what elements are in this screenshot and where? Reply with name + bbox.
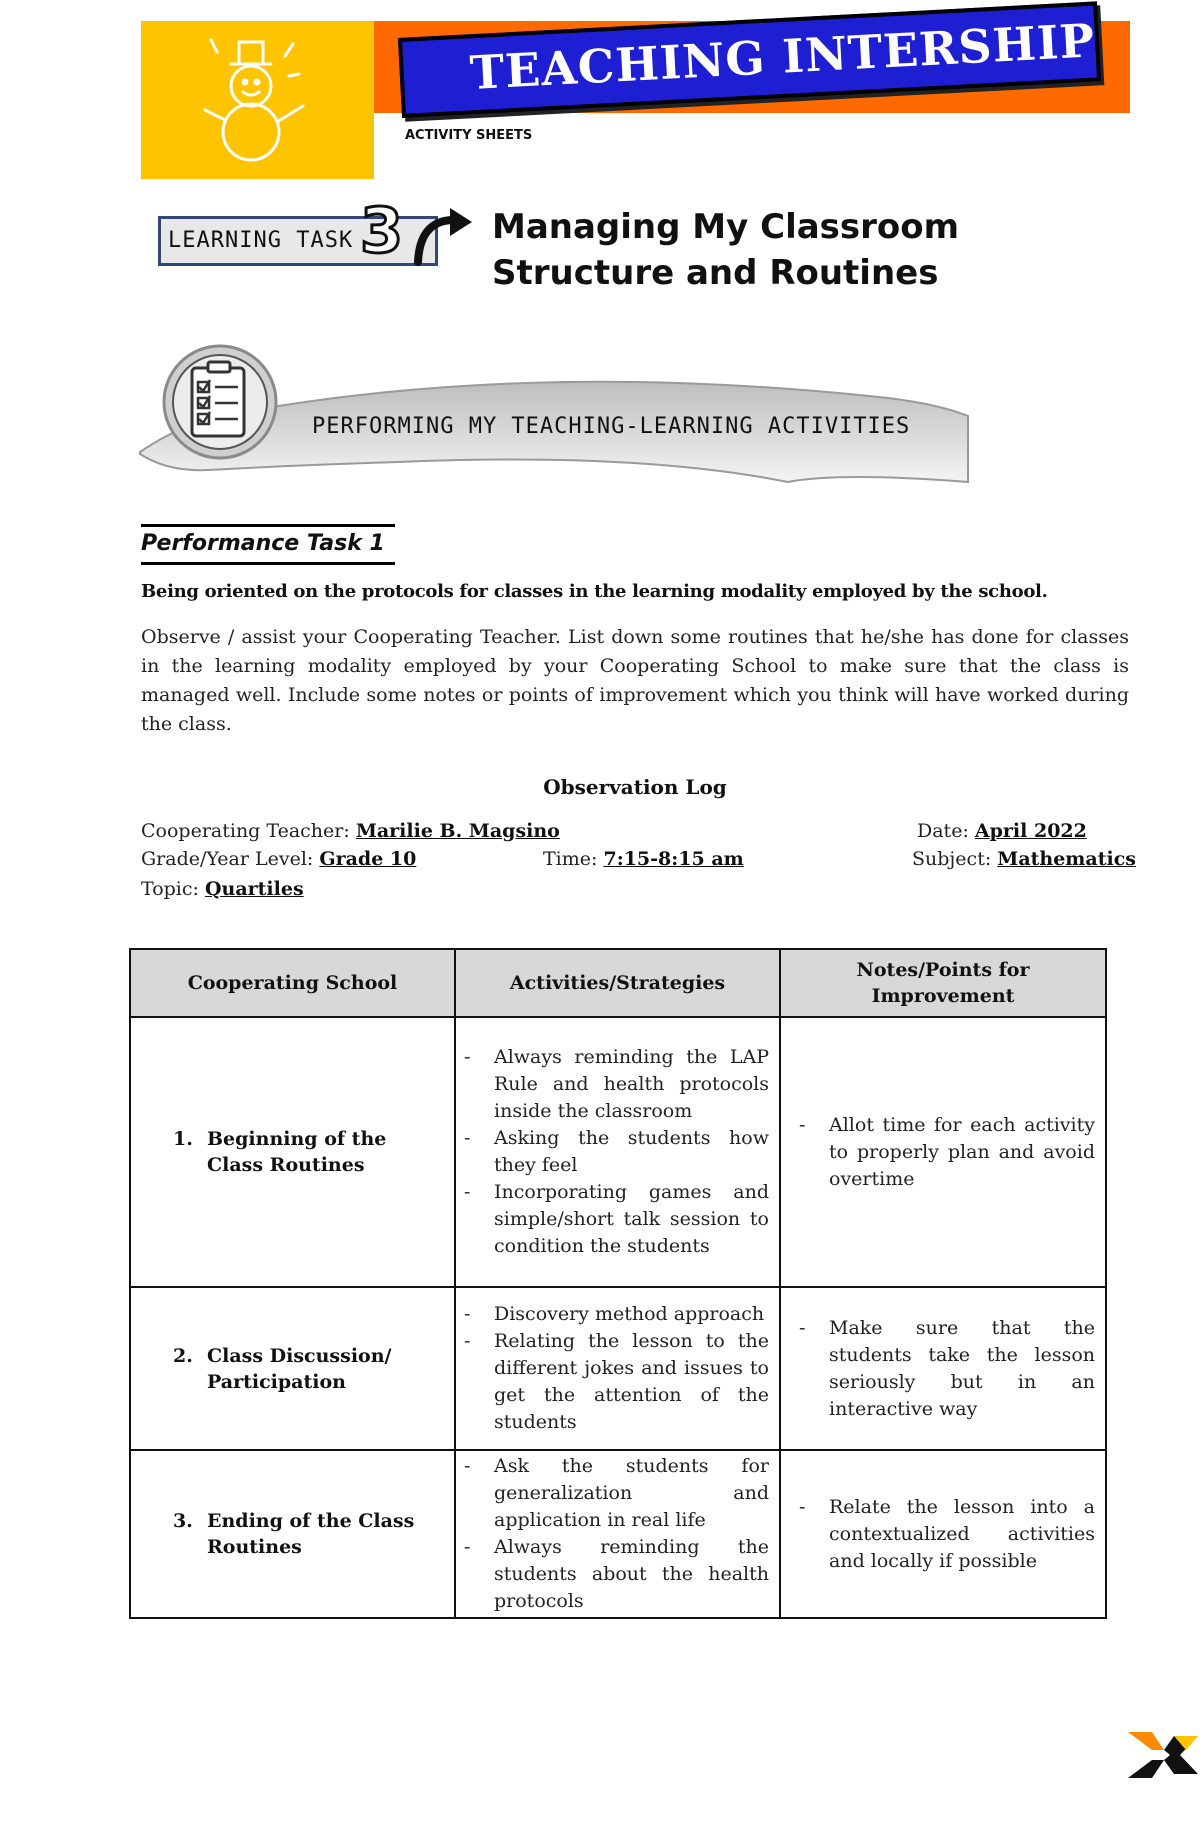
grade-label: Grade/Year Level: — [141, 848, 314, 870]
lesson-title-line2: Structure and Routines — [492, 253, 939, 293]
heading-rule-bottom — [141, 562, 395, 565]
school-routine-label: Beginning of the Class Routines — [207, 1128, 387, 1176]
table-row — [130, 1450, 1106, 1618]
activity-item: - Relating the lesson to the different jokes and issues to get the attention of the students — [494, 1328, 771, 1436]
task-number: 3 — [360, 194, 404, 267]
topic-label: Topic: — [141, 878, 199, 900]
activity-item: - Ask the students for generalization and application in real life — [494, 1453, 771, 1534]
activity-item: - Always reminding the students about the health protocols — [494, 1534, 771, 1615]
notes-cell — [780, 1450, 1106, 1618]
school-cell — [130, 1017, 455, 1287]
note-item: - Allot time for each activity to properly plan and avoid overtime — [829, 1112, 1097, 1193]
performance-task-instructions: Observe / assist your Cooperating Teacher. List down some routines that he/she has done for classes in the learning modality employed by your Cooperating School to make sure that the class is managed well. Include some notes or points of improvement which you think will have worked during the class. — [141, 626, 1129, 735]
learning-task-label: LEARNING TASK — [168, 228, 354, 253]
lesson-title-line1: Managing My Classroom — [492, 207, 960, 247]
time-field — [543, 848, 744, 870]
activity-item: - Asking the students how they feel — [494, 1125, 771, 1179]
activities-cell — [455, 1450, 780, 1618]
lesson-title — [492, 204, 1012, 296]
activities-cell — [455, 1287, 780, 1450]
clipboard-checklist-icon — [160, 342, 280, 462]
performance-task-heading: Performance Task 1 — [141, 531, 385, 556]
performance-task-subtitle: Being oriented on the protocols for classes in the learning modality employed by the school. — [141, 581, 1048, 602]
activity-item: - Discovery method approach — [494, 1301, 771, 1328]
school-routine-label: Class Discussion/ Participation — [207, 1344, 392, 1393]
curved-arrow-icon — [410, 206, 476, 270]
table-row — [130, 1287, 1106, 1450]
table-header-row — [130, 949, 1106, 1017]
date-field — [917, 820, 1087, 842]
school-cell — [130, 1287, 455, 1450]
observation-table — [129, 948, 1107, 1619]
note-item: - Relate the lesson into a contextualized activities and locally if possible — [829, 1494, 1097, 1575]
subject-label: Subject: — [912, 848, 992, 870]
observation-log-title: Observation Log — [543, 775, 727, 799]
activity-item: - Always reminding the LAP Rule and health protocols inside the classroom — [494, 1044, 771, 1125]
topic-field — [141, 878, 304, 900]
teacher-label: Cooperating Teacher: — [141, 820, 350, 842]
ribbon-label: PERFORMING MY TEACHING-LEARNING ACTIVITIES — [312, 414, 911, 439]
activity-item: - Incorporating games and simple/short talk session to condition the students — [494, 1179, 771, 1260]
notes-cell — [780, 1287, 1106, 1450]
column-header-activities: Activities/Strategies — [455, 949, 780, 1017]
school-routine-label: Ending of the Class Routines — [207, 1510, 415, 1558]
column-header-notes: Notes/Points for Improvement — [780, 949, 1106, 1017]
topic-value: Quartiles — [204, 878, 304, 900]
time-label: Time: — [543, 848, 598, 870]
activity-sheets-label: ACTIVITY SHEETS — [405, 128, 533, 143]
subject-value: Mathematics — [997, 848, 1136, 870]
heading-rule-top — [141, 524, 395, 527]
subject-field — [912, 848, 1136, 870]
grade-value: Grade 10 — [319, 848, 417, 870]
footer-logo-icon — [1128, 1732, 1200, 1778]
table-row — [130, 1017, 1106, 1287]
time-value: 7:15-8:15 am — [603, 848, 744, 870]
row-number: 1. — [173, 1128, 193, 1150]
row-number: 3. — [173, 1510, 193, 1532]
column-header-school: Cooperating School — [130, 949, 455, 1017]
teacher-field — [141, 820, 560, 842]
snowman-icon — [195, 30, 315, 170]
row-number: 2. — [173, 1344, 193, 1367]
banner-title: TEACHING INTERSHIP — [468, 13, 1097, 100]
school-cell — [130, 1450, 455, 1618]
teacher-value: Marilie B. Magsino — [355, 820, 560, 842]
note-item: - Make sure that the students take the lesson seriously but in an interactive way — [829, 1315, 1097, 1423]
date-label: Date: — [917, 820, 969, 842]
activities-cell — [455, 1017, 780, 1287]
date-value: April 2022 — [974, 820, 1087, 842]
grade-field — [141, 848, 416, 870]
notes-cell — [780, 1017, 1106, 1287]
